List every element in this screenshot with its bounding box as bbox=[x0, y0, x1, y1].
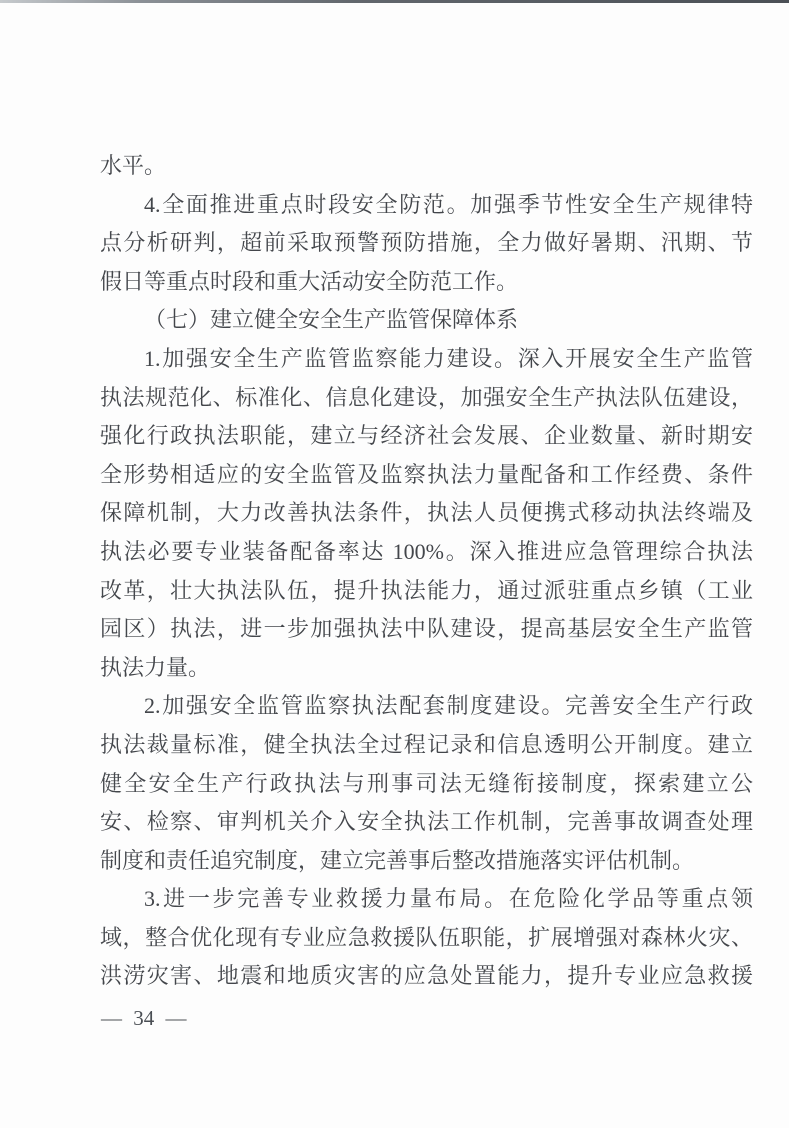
body-line: 改革，壮大执法队伍，提升执法能力，通过派驻重点乡镇（工业 bbox=[100, 577, 753, 603]
body-line: 执法裁量标准，健全执法全过程记录和信息透明公开制度。建立 bbox=[100, 731, 753, 757]
body-line: 4.全面推进重点时段安全防范。加强季节性安全生产规律特 bbox=[144, 191, 753, 217]
body-line: 健全安全生产行政执法与刑事司法无缝衔接制度，探索建立公 bbox=[100, 770, 753, 796]
body-line: 执法规范化、标准化、信息化建设，加强安全生产执法队伍建设， bbox=[100, 384, 753, 410]
section-heading: （七）建立健全安全生产监管保障体系 bbox=[144, 307, 519, 333]
body-line: 洪涝灾害、地震和地质灾害的应急处置能力，提升专业应急救援 bbox=[100, 963, 753, 989]
document-body bbox=[100, 147, 753, 996]
body-line: 水平。 bbox=[100, 153, 167, 178]
body-line: 假日等重点时段和重大活动安全防范工作。 bbox=[100, 268, 519, 294]
body-line: 强化行政执法职能，建立与经济社会发展、企业数量、新时期安 bbox=[100, 423, 753, 449]
body-line: 点分析研判，超前采取预警预防措施，全力做好暑期、汛期、节 bbox=[100, 230, 753, 256]
body-line: 2.加强安全监管监察执法配套制度建设。完善安全生产行政 bbox=[144, 693, 753, 719]
page-number: — 34 — bbox=[101, 1006, 187, 1030]
body-line: 保障机制，大力改善执法条件，执法人员便携式移动执法终端及 bbox=[100, 500, 753, 526]
body-line: 1.加强安全生产监管监察能力建设。深入开展安全生产监管 bbox=[144, 345, 753, 371]
body-line: 园区）执法，进一步加强执法中队建设，提高基层安全生产监管 bbox=[100, 616, 753, 642]
scan-top-edge bbox=[0, 0, 789, 3]
body-line: 执法力量。 bbox=[100, 654, 211, 680]
body-line: 全形势相适应的安全监管及监察执法力量配备和工作经费、条件 bbox=[100, 461, 753, 487]
body-line: 域，整合优化现有专业应急救援队伍职能，扩展增强对森林火灾、 bbox=[100, 924, 753, 950]
body-line: 安、检察、审判机关介入安全执法工作机制，完善事故调查处理 bbox=[100, 809, 753, 835]
body-line: 3.进一步完善专业救援力量布局。在危险化学品等重点领 bbox=[144, 886, 753, 912]
body-line: 执法必要专业装备配备率达 100%。深入推进应急管理综合执法 bbox=[100, 538, 753, 564]
body-line: 制度和责任追究制度，建立完善事后整改措施落实评估机制。 bbox=[100, 847, 695, 873]
